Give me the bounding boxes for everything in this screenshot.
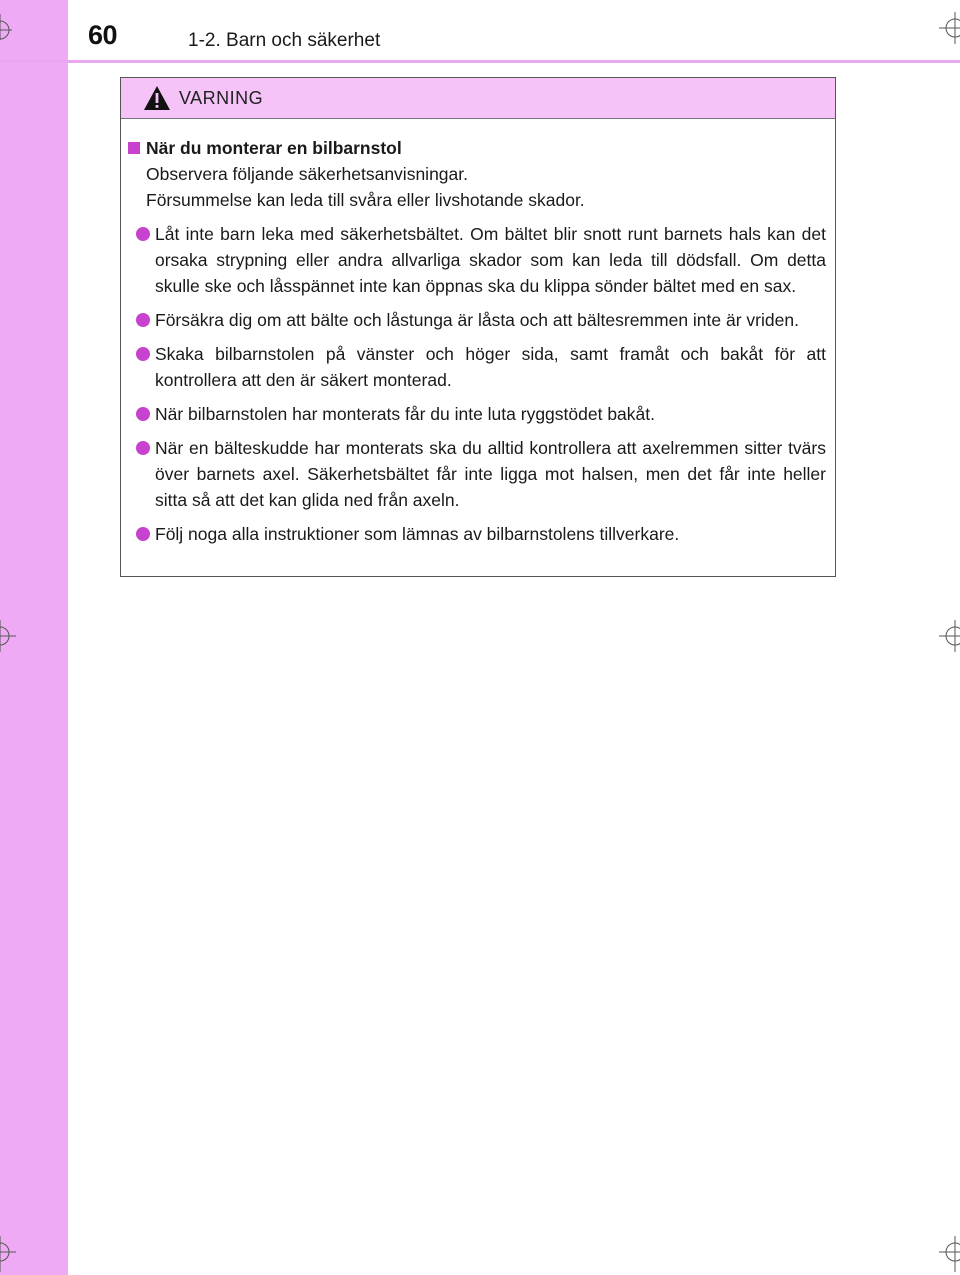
list-item-text: Låt inte barn leka med säkerhetsbältet. Om bältet blir snott runt barnets hals kan det orsaka strypning eller andra allvarliga skador som kan leda till dödsfall. Om detta skulle ske och låsspännet inte kan öppnas ska du klippa sönder bältet med en sax.	[155, 224, 826, 296]
list-item	[128, 401, 826, 427]
crop-mark-icon	[0, 616, 20, 656]
header-rule	[0, 60, 960, 63]
round-bullet-icon	[136, 441, 150, 455]
list-item-text: Följ noga alla instruktioner som lämnas av bilbarnstolens tillverkare.	[155, 524, 680, 544]
list-item	[128, 307, 826, 333]
list-item	[128, 341, 826, 393]
warning-triangle-icon	[143, 85, 171, 111]
crop-mark-icon	[0, 0, 20, 40]
round-bullet-icon	[136, 227, 150, 241]
crop-mark-icon	[935, 616, 960, 656]
round-bullet-icon	[136, 527, 150, 541]
page-number: 60	[88, 20, 118, 50]
intro-line: Observera följande säkerhetsanvisningar.	[146, 164, 468, 184]
square-bullet-icon	[128, 142, 140, 154]
list-item-text: Skaka bilbarnstolen på vänster och höger sida, samt framåt och bakåt för att kontrollera att den är säkert monterad.	[155, 344, 826, 390]
list-item	[128, 435, 826, 513]
list-item-text: Försäkra dig om att bälte och låstunga är låsta och att bältesremmen inte är vriden.	[155, 310, 799, 330]
crop-mark-icon	[0, 1232, 20, 1272]
round-bullet-icon	[136, 313, 150, 327]
subheading-text: När du monterar en bilbarnstol	[146, 138, 402, 158]
list-item-text: När en bälteskudde har monterats ska du alltid kontrollera att axelremmen sitter tvärs över barnets axel. Säkerhetsbältet får inte ligga mot halsen, men det får inte heller sitta så att det kan glida ned från axeln.	[155, 438, 826, 510]
warning-box	[120, 77, 836, 577]
warning-label: VARNING	[179, 88, 264, 108]
section-title: 1-2. Barn och säkerhet	[188, 30, 381, 51]
list-item-text: När bilbarnstolen har monterats får du inte luta ryggstödet bakåt.	[155, 404, 655, 424]
warning-header	[121, 78, 835, 119]
crop-mark-icon	[935, 8, 960, 48]
list-item	[128, 521, 826, 547]
crop-mark-icon	[935, 1232, 960, 1272]
round-bullet-icon	[136, 407, 150, 421]
warning-subheading	[128, 135, 826, 161]
intro-line: Försummelse kan leda till svåra eller livshotande skador.	[146, 190, 585, 210]
round-bullet-icon	[136, 347, 150, 361]
warning-body	[121, 119, 835, 547]
list-item	[128, 221, 826, 299]
